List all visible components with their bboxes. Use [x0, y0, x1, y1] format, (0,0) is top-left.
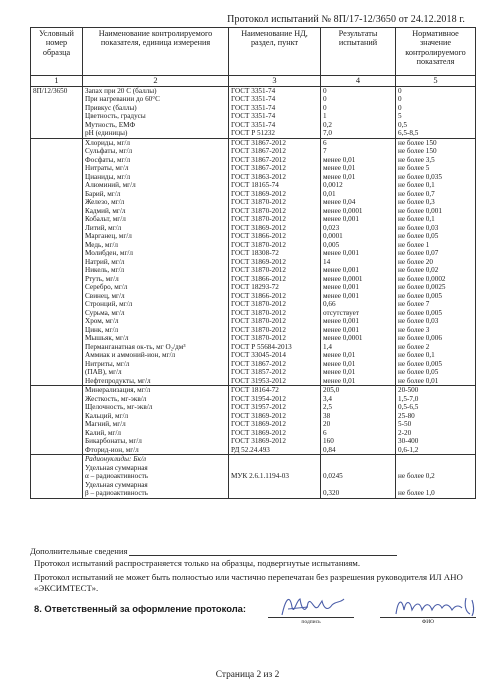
norm-text: не более 0,1	[398, 351, 435, 359]
nd-text	[231, 455, 318, 464]
nd-text: РД 52.24.493	[231, 445, 270, 454]
result-text: 3,4	[323, 394, 332, 403]
sample-id-cell	[31, 138, 83, 386]
table-row-group	[31, 386, 476, 455]
indicator-text: Фторид-ион, мг/л	[85, 445, 139, 454]
result-text: менее 0,001	[323, 215, 359, 223]
nd-text: ГОСТ 3351-74	[231, 95, 276, 103]
result-cell	[321, 455, 396, 499]
result-text: 1	[323, 112, 327, 120]
nd-text: ГОСТ 31870-2012	[231, 266, 286, 274]
norm-text: не более 0,07	[398, 249, 439, 257]
indicator-text: Фосфаты, мг/л	[85, 155, 131, 164]
result-text: 0,0012	[323, 181, 343, 189]
nd-text: ГОСТ 31954-2012	[231, 394, 286, 403]
nd-text: ГОСТ 18293-72	[231, 283, 279, 291]
norm-text	[398, 464, 473, 473]
norm-text: не более 0,006	[398, 334, 442, 342]
nd-text: ГОСТ Р 55684-2013	[231, 342, 292, 351]
indicator-text: При нагревании до 60°С	[85, 95, 160, 103]
table-row-group	[31, 86, 476, 138]
indicator-text: Молибден, мг/л	[85, 249, 133, 257]
nd-text: ГОСТ 3351-74	[231, 112, 276, 120]
indicator-cell	[83, 86, 229, 138]
nd-text: ГОСТ 31867-2012	[231, 359, 286, 368]
indicator-text: Кадмий, мг/л	[85, 206, 126, 215]
result-text: менее 0,001	[323, 291, 359, 300]
nd-text	[231, 481, 318, 490]
indicator-text: Аммиак и аммоний-ион, мг/л	[85, 351, 176, 359]
result-text: 205,0	[323, 386, 340, 394]
nd-text: ГОСТ 31957-2012	[231, 403, 286, 411]
result-text: менее 0,001	[323, 266, 359, 274]
norm-text: 5-50	[398, 420, 412, 428]
nd-text: ГОСТ 31867-2012	[231, 164, 286, 172]
norm-text: не более 0,1	[398, 181, 435, 189]
nd-text: ГОСТ 3351-74	[231, 86, 276, 95]
signature-image	[278, 593, 348, 619]
indicator-text: Запах при 20 С (баллы)	[85, 86, 157, 95]
result-text: 0,66	[323, 300, 336, 308]
nd-text	[231, 464, 318, 473]
indicator-text: Магний, мг/л	[85, 420, 126, 428]
nd-text: ГОСТ Р 51232	[231, 129, 275, 137]
column-number-row	[31, 76, 476, 87]
nd-text: ГОСТ 31870-2012	[231, 215, 286, 223]
nd-text: ГОСТ 31869-2012	[231, 257, 286, 266]
nd-cell	[229, 386, 321, 455]
page-number: Страница 2 из 2	[215, 670, 280, 680]
norm-text: 5	[398, 112, 402, 120]
norm-text: не более 3,5	[398, 155, 435, 164]
result-text: менее 0,001	[323, 249, 359, 257]
norm-text: не более 0,3	[398, 198, 435, 206]
indicator-text: Свинец, мг/л	[85, 291, 125, 300]
indicator-text: Калий, мг/л	[85, 428, 121, 437]
name-line	[380, 617, 476, 618]
header-norm: Нормативное значение контролируемого показателя	[396, 28, 476, 76]
norm-text: 0,5-6,5	[398, 403, 419, 411]
norm-text: не более 0,03	[398, 223, 439, 232]
norm-text: 0	[398, 103, 402, 112]
result-cell	[321, 138, 396, 386]
indicator-text: Радионуклиды: Бк/л	[85, 455, 146, 463]
protocol-header: Протокол испытаний № 8П/17-12/3650 от 24.12.2018 г.	[227, 14, 465, 25]
signature-caption: подпись	[301, 619, 321, 625]
indicator-cell	[83, 455, 229, 499]
norm-text: не более 0,0025	[398, 283, 446, 291]
result-text: 160	[323, 437, 334, 445]
norm-text: 1,5-7,0	[398, 394, 419, 403]
column-number: 3	[229, 76, 321, 87]
table-header-row	[31, 28, 476, 76]
norm-cell	[396, 138, 476, 386]
result-text: 0,005	[323, 240, 340, 249]
nd-text: ГОСТ 31870-2012	[231, 334, 286, 342]
indicator-text: Хлориды, мг/л	[85, 138, 130, 147]
norm-text: не более 0,0002	[398, 274, 446, 283]
header-results: Результаты испытаний	[321, 28, 396, 76]
norm-text: 0	[398, 95, 402, 103]
responsible-label: 8. Ответственный за оформление протокола:	[34, 603, 247, 614]
norm-text: 25-80	[398, 411, 415, 420]
additional-info	[30, 546, 475, 556]
result-text: менее 0,001	[323, 325, 359, 334]
indicator-text: Цианиды, мг/л	[85, 172, 131, 181]
result-text: менее 0,01	[323, 172, 356, 181]
result-text	[323, 481, 393, 490]
result-text: 0,0001	[323, 232, 343, 240]
result-cell	[321, 386, 396, 455]
indicator-text: Мутность, ЕМФ	[85, 120, 136, 129]
result-text: 0,0245	[323, 472, 343, 480]
indicator-text: Сульфаты, мг/л	[85, 147, 133, 155]
result-text: 1,4	[323, 342, 332, 351]
nd-text: ГОСТ 18165-74	[231, 181, 279, 189]
nd-text: ГОСТ 31867-2012	[231, 147, 286, 155]
result-text: менее 0,001	[323, 283, 359, 291]
nd-text: ГОСТ 31869-2012	[231, 189, 286, 198]
indicator-text: Бикарбонаты, мг/л	[85, 437, 142, 445]
result-text: менее 0,01	[323, 368, 356, 376]
nd-text: ГОСТ 31866-2012	[231, 291, 286, 300]
indicator-text: Нефтепродукты, мг/л	[85, 376, 151, 385]
indicator-text: Удельная суммарная	[85, 463, 148, 472]
results-table	[30, 27, 476, 499]
norm-text: не более 5	[398, 164, 430, 172]
nd-text: ГОСТ 31869-2012	[231, 437, 286, 445]
indicator-text: Нитраты, мг/л	[85, 164, 129, 172]
norm-text: не более 0,005	[398, 359, 442, 368]
nd-text: ГОСТ 31869-2012	[231, 223, 286, 232]
result-text: 14	[323, 257, 331, 266]
indicator-text: Цинк, мг/л	[85, 325, 119, 334]
result-text: менее 0,01	[323, 155, 356, 164]
result-text: 20	[323, 420, 331, 428]
indicator-text: Хром, мг/л	[85, 317, 119, 325]
indicator-text: Нитриты, мг/л	[85, 359, 130, 368]
nd-text: ГОСТ 31866-2012	[231, 274, 286, 283]
column-number: 4	[321, 76, 396, 87]
nd-text: ГОСТ 31870-2012	[231, 300, 286, 308]
result-text: менее 0,04	[323, 198, 356, 206]
result-text: менее 0,0001	[323, 274, 363, 283]
norm-cell	[396, 455, 476, 499]
nd-text: ГОСТ 31870-2012	[231, 198, 286, 206]
note-scope: Протокол испытаний распространяется только на образцы, подвергнутые испытаниям.	[34, 558, 361, 568]
indicator-cell	[83, 386, 229, 455]
nd-text: ГОСТ 31870-2012	[231, 240, 286, 249]
norm-text: 0,6-1,2	[398, 445, 419, 454]
indicator-text: Привкус (баллы)	[85, 103, 137, 112]
indicator-text: Ртуть, мг/л	[85, 274, 119, 283]
indicator-text: β – радиоактивность	[85, 489, 148, 497]
result-text: 0,2	[323, 120, 332, 129]
indicator-text: Мышьяк, мг/л	[85, 334, 129, 342]
result-text: менее 0,01	[323, 359, 356, 368]
additional-info-label: Дополнительные сведения	[30, 546, 128, 556]
nd-cell	[229, 138, 321, 386]
norm-text: не более 0,05	[398, 232, 439, 240]
indicator-text: Барий, мг/л	[85, 189, 121, 198]
nd-cell	[229, 455, 321, 499]
result-text: 0,320	[323, 489, 340, 497]
norm-text	[398, 455, 473, 464]
result-text: 0,023	[323, 223, 340, 232]
norm-text: не более 0,7	[398, 189, 435, 198]
indicator-text: Литий, мг/л	[85, 223, 122, 232]
norm-text: не более 150	[398, 147, 437, 155]
result-text: 0,84	[323, 445, 336, 454]
indicator-text: Натрий, мг/л	[85, 257, 125, 266]
norm-text: не более 3	[398, 325, 430, 334]
norm-text: 0,5	[398, 120, 407, 129]
norm-text: 20-500	[398, 386, 419, 394]
result-text: менее 0,01	[323, 376, 356, 385]
result-text: 38	[323, 411, 331, 420]
indicator-cell	[83, 138, 229, 386]
result-text: менее 0,01	[323, 351, 356, 359]
sample-id-cell	[31, 455, 83, 499]
indicator-text: Железо, мг/л	[85, 198, 125, 206]
norm-text: 0	[398, 86, 402, 95]
result-text: 7	[323, 147, 327, 155]
nd-text: ГОСТ 18164-72	[231, 386, 279, 394]
sample-id: 8П/12/3650	[33, 86, 68, 95]
nd-text: ГОСТ 31953-2012	[231, 376, 286, 385]
result-text: 0	[323, 86, 327, 95]
indicator-text: Серебро, мг/л	[85, 283, 128, 291]
result-text: 6	[323, 428, 327, 437]
indicator-text: Удельная суммарная	[85, 480, 148, 489]
indicator-text: Марганец, мг/л	[85, 232, 132, 240]
norm-cell	[396, 386, 476, 455]
signature-line	[268, 617, 354, 618]
nd-text: ГОСТ 3351-74	[231, 120, 276, 129]
nd-text: ГОСТ 31867-2012	[231, 138, 286, 147]
norm-text: не более 0,1	[398, 215, 435, 223]
nd-text: ГОСТ 31869-2012	[231, 411, 286, 420]
indicator-text: Алюминий, мг/л	[85, 181, 136, 189]
note-reprint: Протокол испытаний не может быть полностью или частично перепечатан без разрешения руководителя ИЛ АНО «ЭКСИМТЕСТ».	[34, 572, 463, 593]
nd-text: ГОСТ 31857-2012	[231, 368, 286, 376]
result-text: менее 0,001	[323, 317, 359, 325]
nd-text: ГОСТ 31867-2012	[231, 155, 286, 164]
nd-text: ГОСТ 31866-2012	[231, 232, 286, 240]
result-text: 0,01	[323, 189, 336, 198]
indicator-text: Перманганатная ок-ть, мг O₂/дм³	[85, 342, 186, 351]
norm-text: не более 0,02	[398, 266, 439, 274]
result-cell	[321, 86, 396, 138]
indicator-text: (ПАВ), мг/л	[85, 368, 122, 376]
result-text: 0	[323, 103, 327, 112]
additional-info-line	[129, 547, 397, 556]
norm-text: не более 0,005	[398, 291, 442, 300]
sample-id-cell	[31, 386, 83, 455]
result-text: 7,0	[323, 129, 332, 137]
norm-text: не более 0,2	[398, 472, 435, 480]
norm-text: не более 7	[398, 300, 430, 308]
table-row-group	[31, 138, 476, 386]
norm-text: не более 1,0	[398, 489, 435, 497]
indicator-text: Стронций, мг/л	[85, 300, 133, 308]
norm-text: не более 1	[398, 240, 430, 249]
result-text: менее 0,01	[323, 164, 356, 172]
indicator-text: Минерализация, мг/л	[85, 386, 151, 394]
result-text: менее 0,0001	[323, 206, 363, 215]
norm-text	[398, 481, 473, 490]
indicator-text: Жесткость, мг-экв/л	[85, 394, 147, 403]
indicator-text: Сурьма, мг/л	[85, 308, 125, 317]
norm-text: не более 0,001	[398, 206, 442, 215]
nd-text	[231, 489, 318, 498]
indicator-text: Никель, мг/л	[85, 266, 125, 274]
sample-id-cell	[31, 86, 83, 138]
norm-text: 6,5-8,5	[398, 129, 419, 137]
nd-text: ГОСТ 31870-2012	[231, 308, 286, 317]
norm-text: 2-20	[398, 428, 412, 437]
nd-text: ГОСТ 31869-2012	[231, 420, 286, 428]
table-row-group	[31, 455, 476, 499]
result-text: 0	[323, 95, 327, 103]
norm-text: 30-400	[398, 437, 419, 445]
nd-text: ГОСТ 31870-2012	[231, 206, 286, 215]
nd-cell	[229, 86, 321, 138]
nd-text: МУК 2.6.1.1194-03	[231, 472, 289, 480]
norm-cell	[396, 86, 476, 138]
result-text: 2,5	[323, 403, 332, 411]
header-indicator: Наименование контролируемого показателя, единица измерения	[83, 28, 229, 76]
header-nd: Наименование НД, раздел, пункт	[229, 28, 321, 76]
nd-text: ГОСТ 31870-2012	[231, 317, 286, 325]
norm-text: не более 150	[398, 138, 437, 147]
nd-text: ГОСТ 33045-2014	[231, 351, 286, 359]
result-text	[323, 455, 393, 464]
nd-text: ГОСТ 31870-2012	[231, 325, 286, 334]
norm-text: не более 0,035	[398, 172, 442, 181]
indicator-text: Кальций, мг/л	[85, 411, 129, 420]
result-text	[323, 464, 393, 473]
indicator-text: pH (единицы)	[85, 129, 128, 137]
indicator-text: Медь, мг/л	[85, 240, 118, 249]
column-number: 5	[396, 76, 476, 87]
column-number: 2	[83, 76, 229, 87]
header-sample-number: Условный номер образца	[31, 28, 83, 76]
indicator-text: Кобальт, мг/л	[85, 215, 126, 223]
norm-text: не более 20	[398, 257, 433, 266]
norm-text: не более 0,05	[398, 368, 439, 376]
nd-text: ГОСТ 31869-2012	[231, 428, 286, 437]
norm-text: не более 0,01	[398, 376, 439, 385]
indicator-text: α – радиоактивность	[85, 472, 149, 480]
norm-text: не более 0,03	[398, 317, 439, 325]
result-text: 6	[323, 138, 327, 147]
norm-text: не более 2	[398, 342, 430, 351]
fio-caption: ФИО	[421, 619, 435, 625]
nd-text: ГОСТ 3351-74	[231, 103, 276, 112]
nd-text: ГОСТ 31863-2012	[231, 172, 286, 181]
indicator-text: Цветность, градусы	[85, 112, 146, 120]
result-text: отсутствует	[323, 308, 359, 317]
norm-text: не более 0,005	[398, 308, 442, 317]
column-number: 1	[31, 76, 83, 87]
handwritten-name-image	[392, 594, 478, 618]
nd-text: ГОСТ 18308-72	[231, 249, 279, 257]
indicator-text: Щелочность, мг-экв/л	[85, 403, 153, 411]
result-text: менее 0,0001	[323, 334, 363, 342]
